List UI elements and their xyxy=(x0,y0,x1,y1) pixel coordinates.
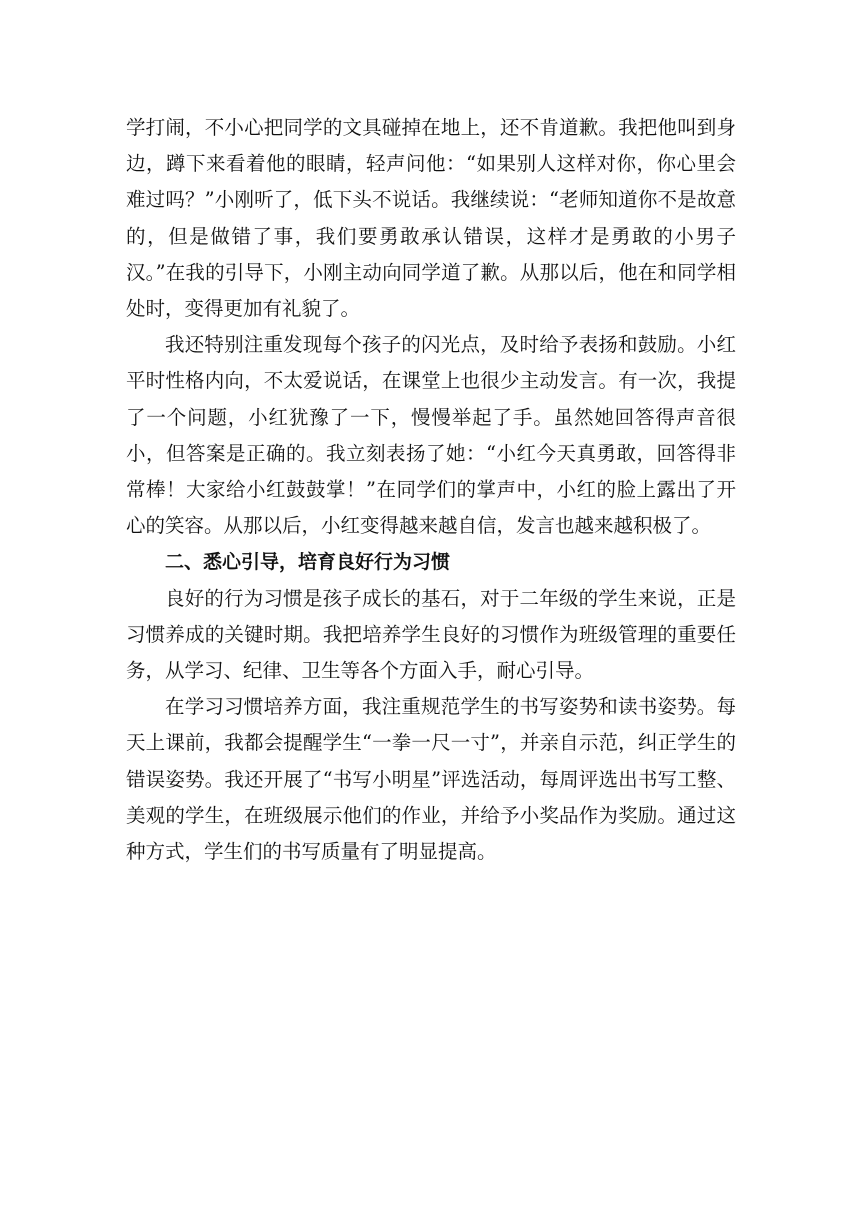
document-body xyxy=(126,110,736,870)
paragraph-habits-intro: 良好的行为习惯是孩子成长的基石，对于二年级的学生来说，正是习惯养成的关键时期。我把培养学生良好的习惯作为班级管理的重要任务，从学习、纪律、卫生等各个方面入手，耐心引导。 xyxy=(126,586,736,683)
paragraph-continued-xiaogang: 学打闹，不小心把同学的文具碰掉在地上，还不肯道歉。我把他叫到身边，蹲下来看着他的眼睛，轻声问他：“如果别人这样对你，你心里会难过吗？”小刚听了，低下头不说话。我继续说：“老师知道你不是故意的，但是做错了事，我们要勇敢承认错误，这样才是勇敢的小男子汉。”在我的引导下，小刚主动向同学道了歉。从那以后，他在和同学相处时，变得更加有礼貌了。 xyxy=(126,116,736,321)
section-heading-2: 二、悉心引导，培育良好行为习惯 xyxy=(164,551,450,574)
paragraph-study-habits: 在学习习惯培养方面，我注重规范学生的书写姿势和读书姿势。每天上课前，我都会提醒学生“一拳一尺一寸”，并亲自示范，纠正学生的错误姿势。我还开展了“书写小明星”评选活动，每周评选出书写工整、美观的学生，在班级展示他们的作业，并给予小奖品作为奖励。通过这种方式，学生们的书写质量有了明显提高。 xyxy=(126,695,736,864)
paragraph-xiaohong: 我还特别注重发现每个孩子的闪光点，及时给予表扬和鼓励。小红平时性格内向，不太爱说话，在课堂上也很少主动发言。有一次，我提了一个问题，小红犹豫了一下，慢慢举起了手。虽然她回答得声音很小，但答案是正确的。我立刻表扬了她：“小红今天真勇敢，回答得非常棒！大家给小红鼓鼓掌！”在同学们的掌声中，小红的脸上露出了开心的笑容。从那以后，小红变得越来越自信，发言也越来越积极了。 xyxy=(126,333,736,538)
